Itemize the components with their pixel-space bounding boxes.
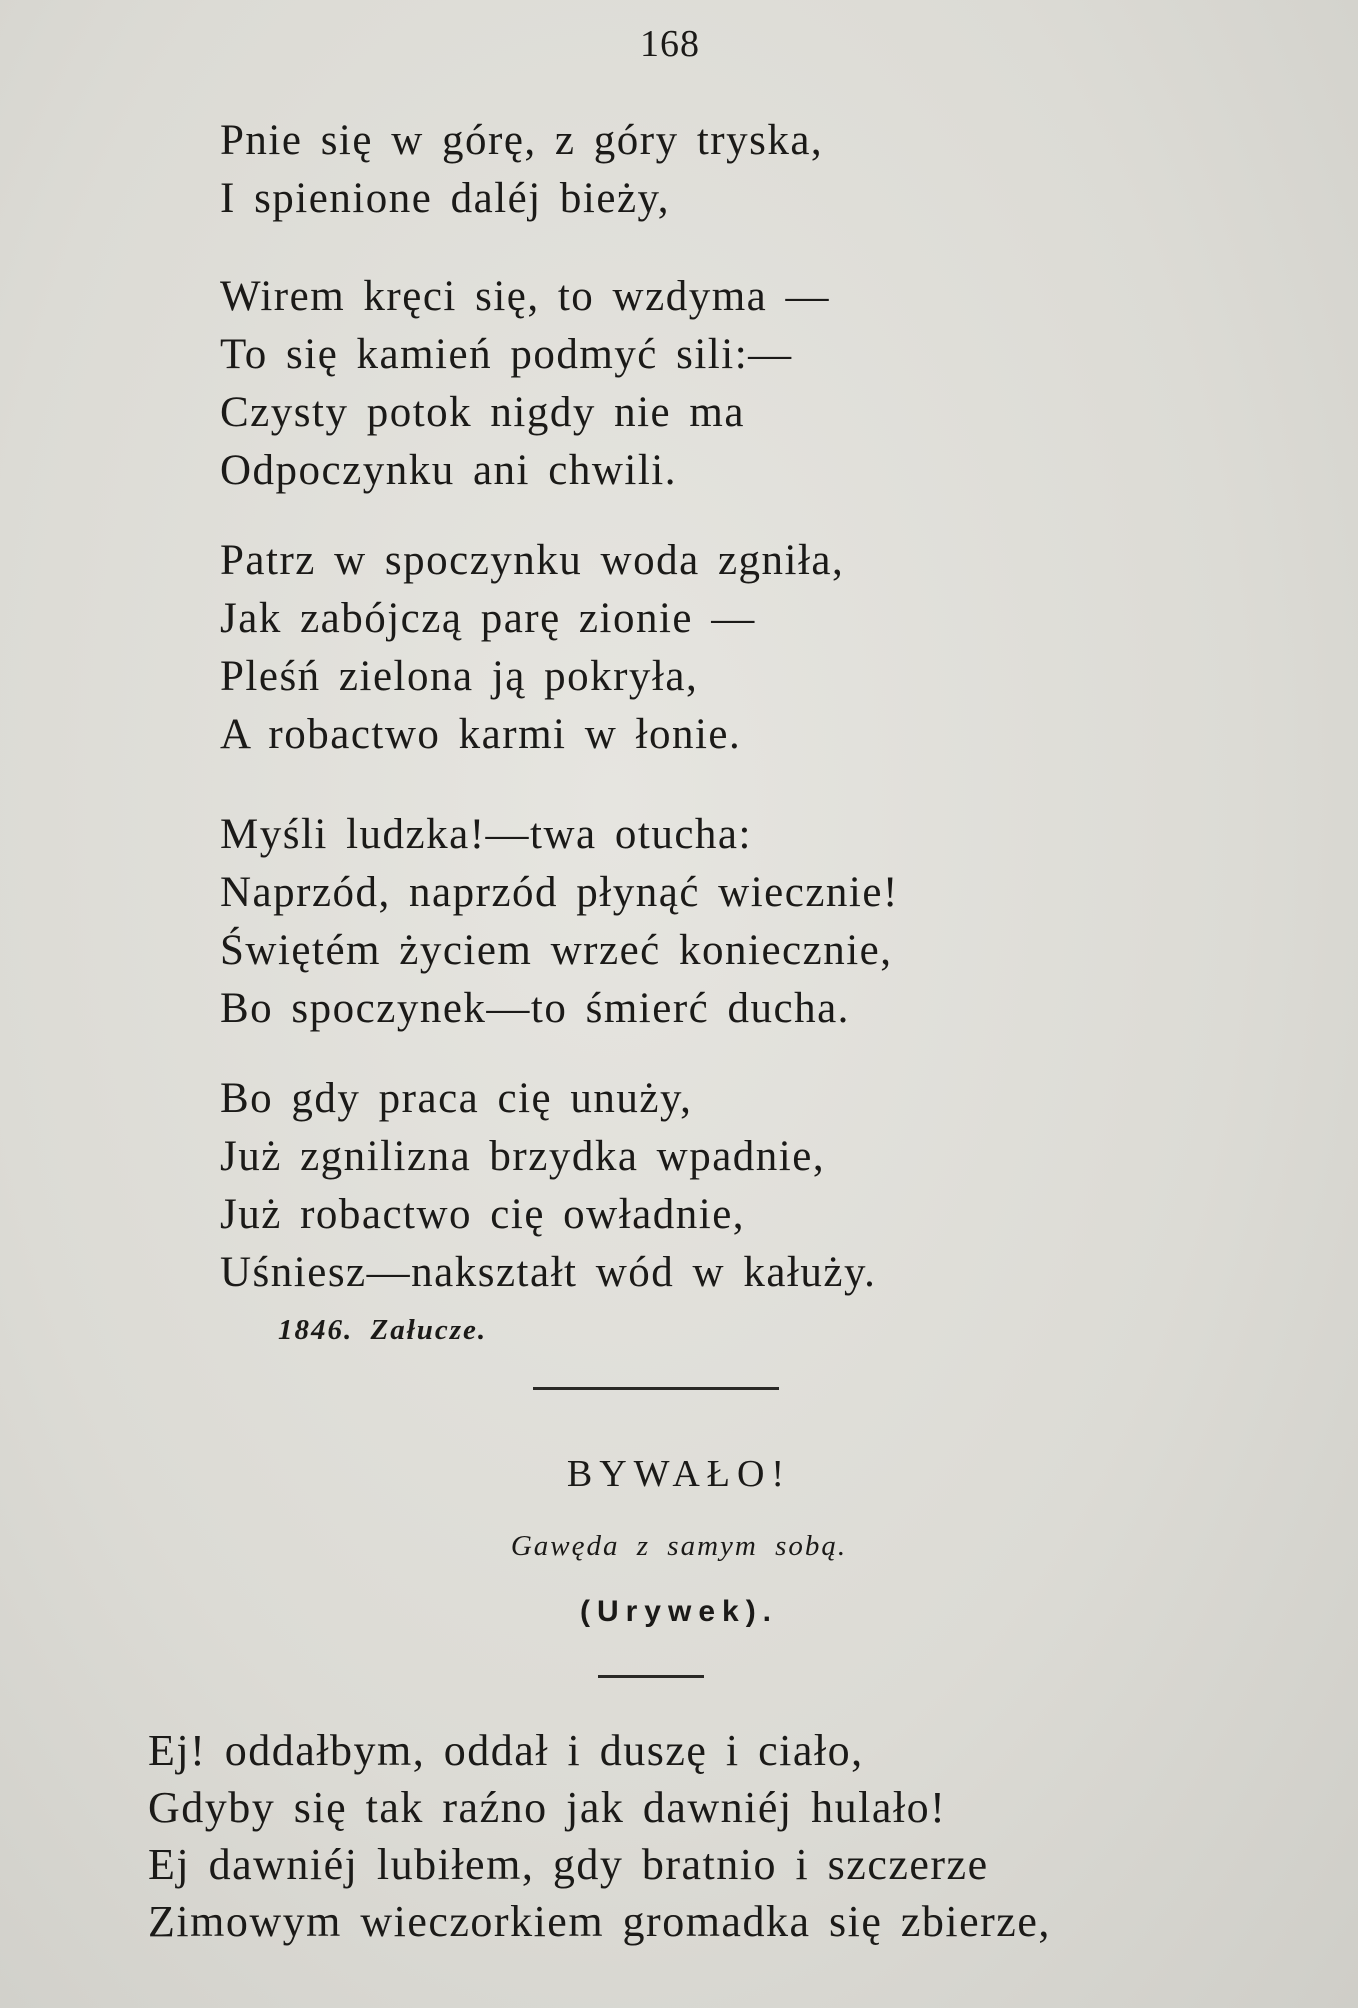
verse-line: Bo spoczynek—to śmierć ducha. xyxy=(220,985,850,1032)
verse-line: I spienione daléj bieży, xyxy=(220,175,671,222)
verse-line: Jak zabójczą parę zionie — xyxy=(220,595,756,642)
page-number: 168 xyxy=(640,23,700,65)
verse-line: Wirem kręci się, to wzdyma — xyxy=(220,273,830,320)
stanza-3 xyxy=(220,532,1120,764)
stanza-1 xyxy=(220,112,1120,228)
verse-line: Ej! oddałbym, oddał i duszę i ciało, xyxy=(148,1726,864,1775)
verse-line: Patrz w spoczynku woda zgniła, xyxy=(220,537,845,584)
stanza-2 xyxy=(220,268,1120,500)
verse-line: Gdyby się tak raźno jak dawniéj hulało! xyxy=(148,1783,947,1832)
verse-line: Już robactwo cię owładnie, xyxy=(220,1191,746,1238)
poem-opening-lines xyxy=(148,1722,1328,1950)
fragment-note: (Urywek). xyxy=(579,1595,779,1628)
stanza-5 xyxy=(220,1070,1120,1302)
section-divider xyxy=(533,1387,779,1390)
stanza-4 xyxy=(220,806,1120,1038)
verse-line: A robactwo karmi w łonie. xyxy=(220,711,742,758)
verse-line: Pleśń zielona ją pokryła, xyxy=(220,653,699,700)
verse-line: Czysty potok nigdy nie ma xyxy=(220,389,745,436)
verse-line: Zimowym wieczorkiem gromadka się zbierze, xyxy=(148,1897,1051,1946)
verse-line: Już zgnilizna brzydka wpadnie, xyxy=(220,1133,826,1180)
poem-subtitle: Gawęda z samym sobą. xyxy=(510,1530,848,1562)
verse-line: Uśniesz—nakształt wód w kałuży. xyxy=(220,1249,877,1296)
poem-title: BYWAŁO! xyxy=(566,1453,792,1495)
verse-line: Bo gdy praca cię unuży, xyxy=(220,1075,693,1122)
title-divider xyxy=(598,1675,704,1678)
verse-line: Świętém życiem wrzeć koniecznie, xyxy=(220,927,893,974)
verse-line: Naprzód, naprzód płynąć wiecznie! xyxy=(220,869,899,916)
verse-line: Odpoczynku ani chwili. xyxy=(220,447,677,494)
verse-line: Myśli ludzka!—twa otucha: xyxy=(220,811,752,858)
poem-dateline: 1846. Załucze. xyxy=(278,1314,488,1346)
verse-line: To się kamień podmyć sili:— xyxy=(220,331,793,378)
verse-line: Ej dawniéj lubiłem, gdy bratnio i szczerze xyxy=(148,1840,989,1889)
verse-line: Pnie się w górę, z góry tryska, xyxy=(220,117,824,164)
